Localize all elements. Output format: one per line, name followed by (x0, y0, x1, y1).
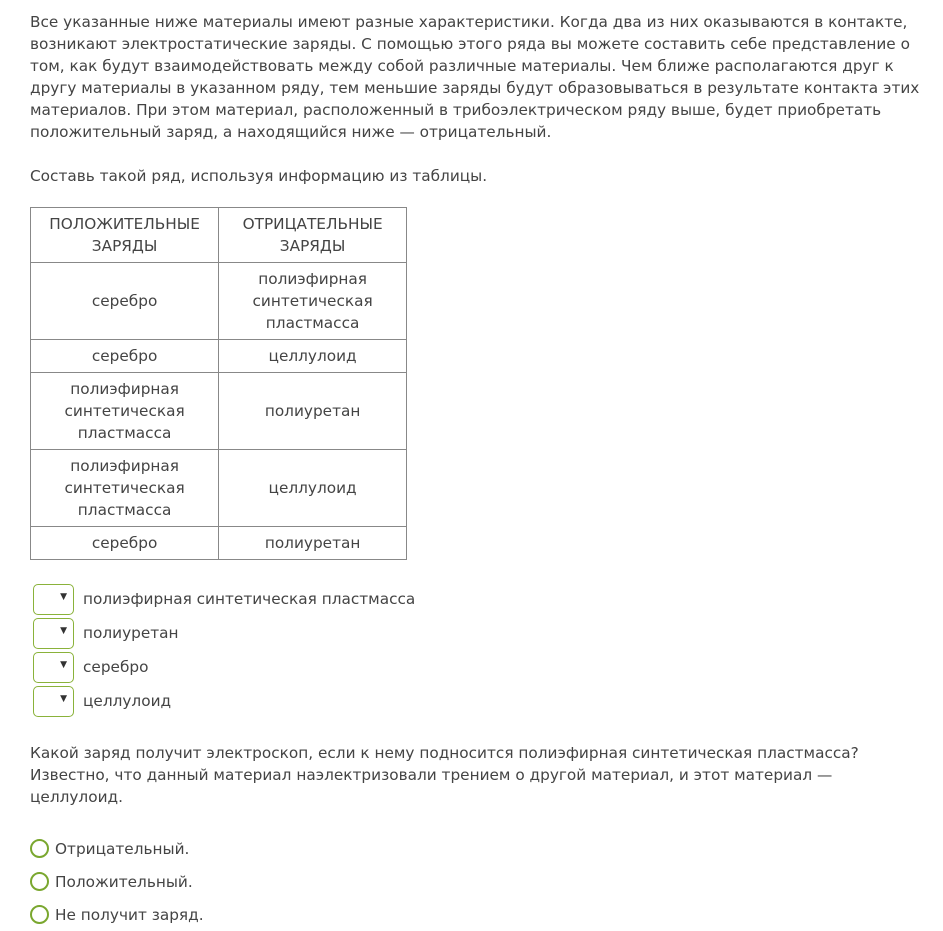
table-row (31, 340, 407, 373)
header-positive: ПОЛОЖИТЕЛЬНЫЕ ЗАРЯДЫ (31, 208, 219, 263)
cell: полиэфирная синтетическая пластмасса (31, 373, 219, 450)
cell: полиуретан (219, 527, 407, 560)
radio-circle-icon[interactable] (30, 839, 49, 858)
table-row (31, 373, 407, 450)
select-row (33, 616, 920, 650)
select-row (33, 684, 920, 718)
order-dropdown[interactable] (33, 686, 74, 717)
cell: серебро (31, 527, 219, 560)
select-label: серебро (83, 658, 149, 676)
select-label: полиуретан (83, 624, 179, 642)
cell: серебро (31, 263, 219, 340)
intro-text: Все указанные ниже материалы имеют разные характеристики. Когда два из них оказываются в контакте, возникают электростатические заряды. С помощью этого ряда вы можете составить себе представление о том, как будут взаимодействовать между собой различные материалы. Чем ближе располагаются друг к другу материалы в указанном ряду, тем меньшие заряды будут образовываться в результате контакта этих материалов. При этом материал, расположенный в трибоэлектрическом ряду выше, будет приобретать положительный заряд, а находящийся ниже — отрицательный. (30, 13, 920, 141)
cell: целлулоид (219, 450, 407, 527)
option-label: Отрицательный. (55, 839, 190, 858)
exercise (30, 11, 920, 931)
header-negative: ОТРИЦАТЕЛЬНЫЕ ЗАРЯДЫ (219, 208, 407, 263)
table-row (31, 263, 407, 340)
table-header-row (31, 208, 407, 263)
cell: полиуретан (219, 373, 407, 450)
dropdown-arrow-icon: ▼ (60, 625, 67, 636)
select-label: полиэфирная синтетическая пластмасса (83, 590, 416, 608)
option-label: Не получит заряд. (55, 905, 204, 924)
order-dropdown[interactable] (33, 618, 74, 649)
answer-options (30, 832, 920, 931)
order-dropdown[interactable] (33, 652, 74, 683)
select-row (33, 582, 920, 616)
charges-table (30, 207, 407, 560)
radio-option[interactable] (30, 832, 920, 865)
question-text: Какой заряд получит электроскоп, если к нему подносится полиэфирная синтетическая пластмасса? Известно, что данный материал наэлектризовали трением о другой материал, и этот материал — целлулоид. (30, 744, 859, 806)
order-selects (33, 582, 920, 718)
select-row (33, 650, 920, 684)
order-dropdown[interactable] (33, 584, 74, 615)
dropdown-arrow-icon: ▼ (60, 591, 67, 602)
cell: серебро (31, 340, 219, 373)
radio-option[interactable] (30, 865, 920, 898)
radio-circle-icon[interactable] (30, 872, 49, 891)
radio-option[interactable] (30, 898, 920, 931)
dropdown-arrow-icon: ▼ (60, 693, 67, 704)
cell: целлулоид (219, 340, 407, 373)
table-row (31, 527, 407, 560)
radio-circle-icon[interactable] (30, 905, 49, 924)
option-label: Положительный. (55, 872, 193, 891)
cell: полиэфирная синтетическая пластмасса (31, 450, 219, 527)
task-text: Составь такой ряд, используя информацию из таблицы. (30, 167, 488, 185)
dropdown-arrow-icon: ▼ (60, 659, 67, 670)
cell: полиэфирная синтетическая пластмасса (219, 263, 407, 340)
select-label: целлулоид (83, 692, 172, 710)
table-row (31, 450, 407, 527)
